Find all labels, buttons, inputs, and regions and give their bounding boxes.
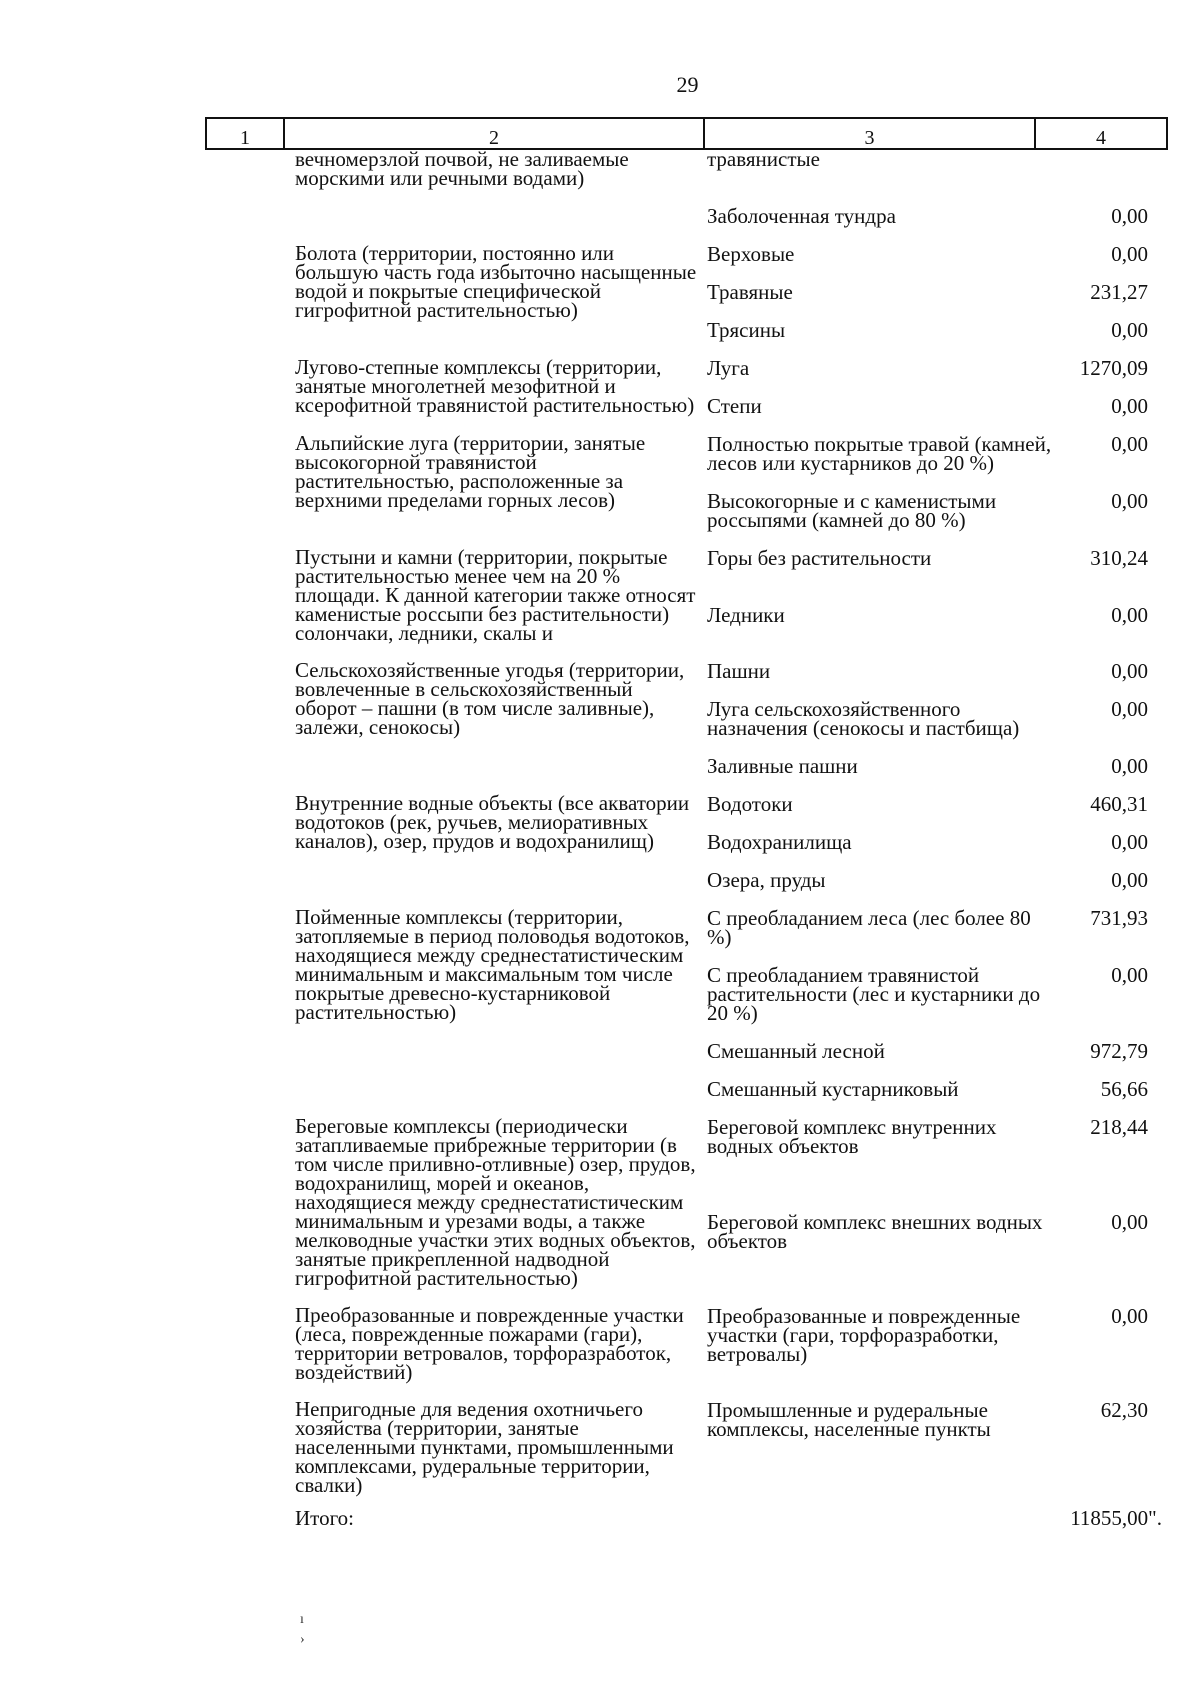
subtype-cell: Преобразованные и поврежденные участки (гари, торфоразработки, ветровалы) — [707, 1304, 1021, 1366]
value-cell: 0,00 — [1111, 489, 1148, 513]
value-cell: 0,00 — [1111, 659, 1148, 683]
category-cell: Сельскохозяйственные угодья (территории, вовлеченные в сельскохозяйственный оборот – пашни (в том числе заливные), залежи, сенокосы) — [295, 658, 685, 739]
category-cell: Лугово-степные комплексы (территории, занятые многолетней мезофитной и ксерофитной травянистой растительностью) — [295, 355, 695, 417]
header-col-4: 4 — [1096, 127, 1106, 149]
total-empty-cell — [707, 1507, 1060, 1540]
subtype-cell: Луга — [707, 356, 750, 380]
subtype-cell: Трясины — [707, 318, 786, 342]
category-cell: вечномерзлой почвой, не заливаемые морскими или речными водами) — [295, 147, 629, 190]
table-row — [295, 655, 1170, 693]
value-cell: 0,00 — [1111, 602, 1148, 627]
value-cell — [1060, 150, 1170, 200]
subtype-cell: Озера, пруды — [707, 868, 826, 892]
value-cell: 310,24 — [1090, 546, 1148, 570]
table-row — [295, 352, 1170, 390]
table-row — [295, 150, 1170, 200]
subtype-cell: Водохранилища — [707, 830, 852, 854]
subtype-cell: Смешанный лесной — [707, 1039, 885, 1063]
subtype-cell: Полностью покрытые травой (камней, лесов или кустарников до 20 %) — [707, 432, 1052, 475]
table-row — [295, 428, 1170, 485]
subtype-cell: Высокогорные и с каменистыми россыпями (камней до 80 %) — [707, 489, 997, 532]
table-row — [295, 1394, 1170, 1507]
category-cell: Преобразованные и поврежденные участки (леса, поврежденные пожарами (гари), территории ветровалов, торфоразработок, воздействий) — [295, 1303, 684, 1384]
subtype-cell: С преобладанием травянистой растительности (лес и кустарники до 20 %) — [707, 963, 1041, 1025]
category-cell: Болота (территории, постоянно или большую часть года избыточно насыщенные водой и покрытые специфической гигрофитной растительностью) — [295, 241, 697, 322]
subtype-cell: Луга сельскохозяйственного назначения (сенокосы и пастбища) — [707, 697, 1020, 740]
subtype-cell: Пашни — [707, 659, 771, 683]
subtype-cell: Водотоки — [707, 792, 793, 816]
value-cell: 460,31 — [1090, 792, 1148, 816]
table-row — [295, 788, 1170, 826]
subtype-cell: Верховые — [707, 242, 795, 266]
total-row — [295, 1507, 1170, 1540]
subtype-cell: С преобладанием леса (лес более 80 %) — [707, 906, 1031, 949]
value-cell: 62,30 — [1100, 1398, 1148, 1422]
value-cell: 0,00 — [1111, 394, 1148, 418]
value-cell: 0,00 — [1111, 868, 1148, 892]
subtype-cell: Горы без растительности — [707, 546, 932, 570]
subtype-cell: Береговой комплекс внутренних водных объектов — [707, 1115, 997, 1158]
subtype-cell: Береговой комплекс внешних водных объектов — [707, 1209, 1043, 1253]
value-cell: 231,27 — [1090, 280, 1148, 304]
category-cell — [295, 200, 707, 238]
category-cell: Береговые комплексы (периодически затапливаемые прибрежные территории (в том числе приливно-отливные) озер, прудов, водохранилищ, морей и океанов, находящиеся между среднестатистическим минимальным и урезами воды, а также мелководные участки этих водных объектов, занятые прикрепленной надводной гигрофитной растительностью) — [295, 1114, 696, 1290]
table-row — [295, 1300, 1170, 1394]
table-header — [205, 117, 1168, 150]
subtype-cell: Ледники — [707, 602, 785, 627]
category-cell: Пустыни и камни (территории, покрытые растительностью менее чем на 20 % площади. К данной категории также относят каменистые россыпи без растительности) солончаки, ледники, скалы и — [295, 545, 696, 645]
value-cell: 0,00 — [1111, 432, 1148, 456]
value-cell: 731,93 — [1090, 906, 1148, 930]
value-cell: 0,00 — [1111, 754, 1148, 778]
total-label: Итого: — [295, 1506, 354, 1530]
value-cell: 972,79 — [1090, 1039, 1148, 1063]
category-cell: Внутренние водные объекты (все акватории водотоков (рек, ручьев, мелиоративных каналов), озер, прудов и водохранилищ) — [295, 791, 690, 853]
value-cell: 0,00 — [1111, 830, 1148, 854]
value-cell: 218,44 — [1090, 1115, 1148, 1139]
table-row — [295, 1111, 1170, 1206]
table-row — [295, 238, 1170, 276]
value-cell: 56,66 — [1100, 1077, 1148, 1101]
total-value: 11855,00". — [1070, 1506, 1162, 1530]
table-row — [295, 200, 1170, 238]
subtype-cell: Заболоченная тундра — [707, 204, 896, 228]
subtype-cell: Промышленные и рудеральные комплексы, населенные пункты — [707, 1398, 991, 1441]
page-number: 29 — [676, 72, 699, 97]
land-category-table — [295, 147, 1170, 1540]
category-cell: Непригодные для ведения охотничьего хозяйства (территории, занятые населенными пунктами, промышленными комплексами, рудеральные территории, свалки) — [295, 1397, 674, 1497]
scan-artifact-mark: ı — [300, 1612, 304, 1627]
subtype-cell: Смешанный кустарниковый — [707, 1077, 959, 1101]
header-col-1: 1 — [207, 119, 285, 148]
subtype-cell: Травяные — [707, 280, 793, 304]
scan-artifact-mark: › — [300, 1632, 305, 1647]
header-col-3: 3 — [705, 119, 1036, 148]
value-cell: 0,00 — [1111, 1304, 1148, 1328]
value-cell: 0,00 — [1111, 963, 1148, 987]
value-cell: 0,00 — [1111, 1209, 1148, 1234]
subtype-cell: Заливные пашни — [707, 754, 858, 778]
value-cell: 0,00 — [1111, 204, 1148, 228]
value-cell: 0,00 — [1111, 318, 1148, 342]
value-cell: 0,00 — [1111, 242, 1148, 266]
subtype-cell: Степи — [707, 394, 762, 418]
value-cell: 0,00 — [1111, 697, 1148, 721]
category-cell: Альпийские луга (территории, занятые высокогорной травянистой растительностью, расположенные за верхними пределами горных лесов) — [295, 431, 646, 512]
table-row — [295, 542, 1170, 599]
category-cell: Пойменные комплексы (территории, затопляемые в период половодья водотоков, находящиеся между среднестатистическим минимальным и максимальным том числе покрытые древесно-кустарниковой растительностью) — [295, 905, 690, 1024]
header-col-2: 2 — [285, 119, 705, 148]
table-row — [295, 902, 1170, 959]
subtype-cell: травянистые — [707, 147, 820, 171]
value-cell: 1270,09 — [1079, 356, 1148, 380]
